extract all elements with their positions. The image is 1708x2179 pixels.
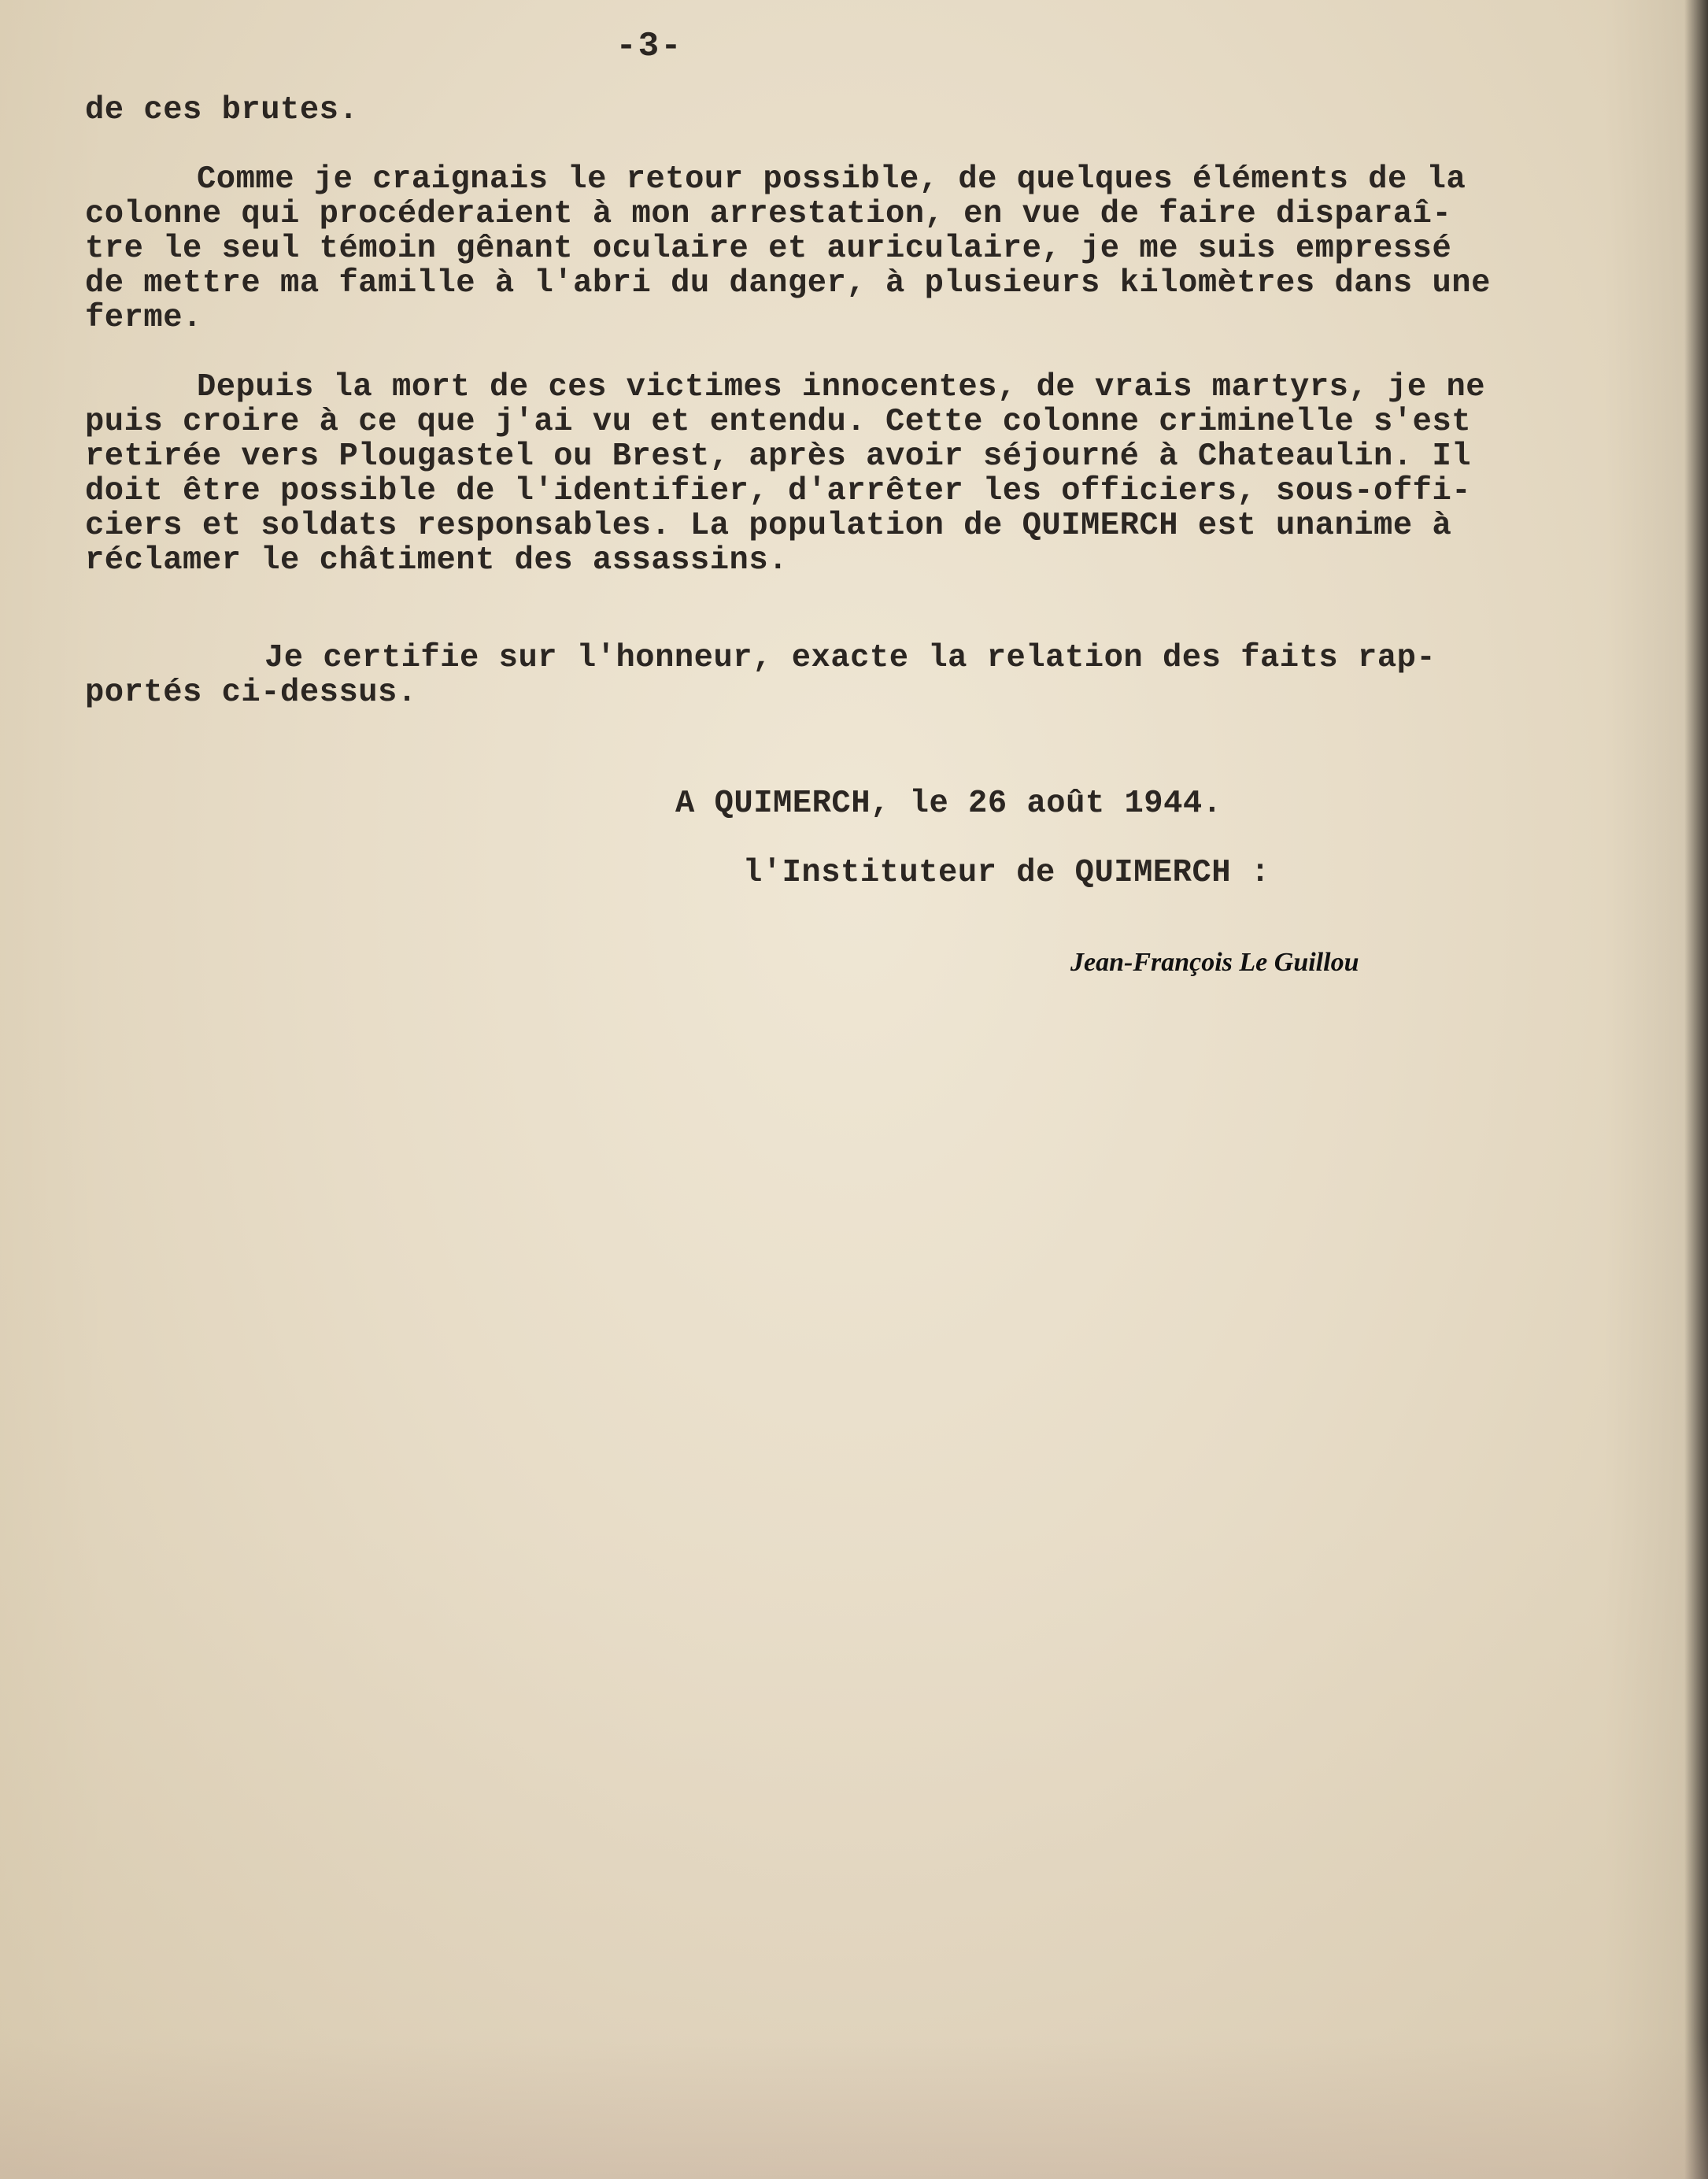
text-line: de ces brutes. (85, 92, 359, 128)
text-line: Je certifie sur l'honneur, exacte la relation des faits rap- (264, 640, 1436, 676)
text-line: Comme je craignais le retour possible, de quelques éléments de la (197, 161, 1466, 198)
text-line: ciers et soldats responsables. La population de QUIMERCH est unanime à (85, 508, 1452, 544)
text-line: Depuis la mort de ces victimes innocentes, de vrais martyrs, je ne (197, 369, 1486, 405)
text-line: de mettre ma famille à l'abri du danger, à plusieurs kilomètres dans une (85, 265, 1491, 302)
paragraph-2 (85, 162, 1667, 335)
text-line: tre le seul témoin gênant oculaire et auriculaire, je me suis empressé (85, 231, 1452, 267)
text-line: réclamer le châtiment des assassins. (85, 542, 788, 579)
paper-right-edge-shadow (1684, 0, 1708, 2179)
text-line: colonne qui procéderaient à mon arrestation, en vue de faire disparaî- (85, 196, 1452, 232)
text-line: retirée vers Plougastel ou Brest, après avoir séjourné à Chateaulin. Il (85, 438, 1472, 475)
text-line: doit être possible de l'identifier, d'arrêter les officiers, sous-offi- (85, 473, 1472, 509)
text-line: ferme. (85, 300, 202, 336)
signature: Jean-François Le Guillou (1070, 948, 1359, 977)
place-and-date: A QUIMERCH, le 26 août 1944. (675, 786, 1222, 822)
paper-bottom-stain (0, 2037, 1708, 2179)
text-line: puis croire à ce que j'ai vu et entendu. Cette colonne criminelle s'est (85, 404, 1472, 440)
paragraph-4 (85, 641, 1667, 710)
text-line: portés ci-dessus. (85, 675, 417, 711)
signer-title: l'Instituteur de QUIMERCH : (743, 855, 1270, 891)
letter-body (85, 93, 1667, 745)
page-number: -3- (616, 27, 683, 66)
paragraph-3 (85, 370, 1667, 578)
paragraph-1 (85, 93, 1667, 128)
